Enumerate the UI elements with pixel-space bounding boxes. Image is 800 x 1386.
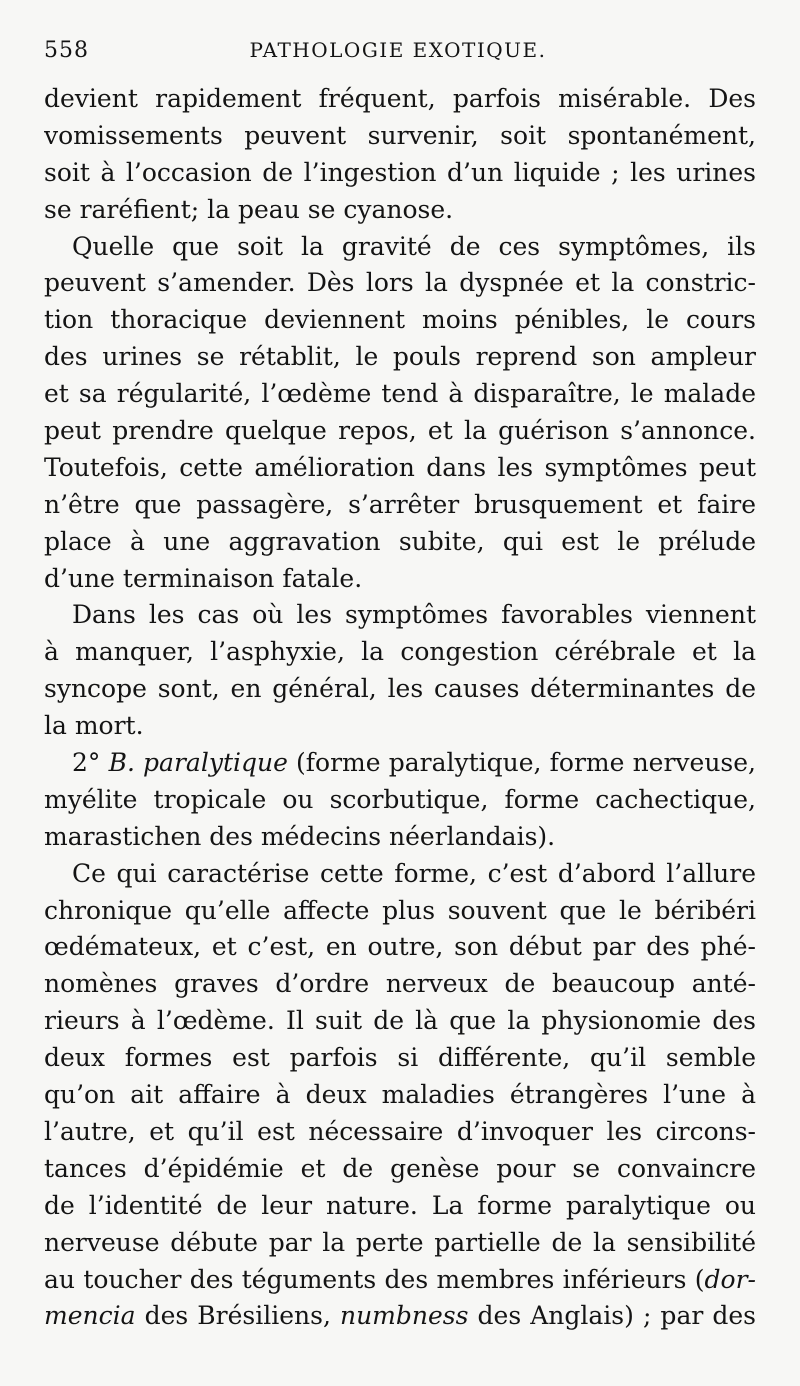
text-line: peuvent s’amender. Dès lors la dyspnée et la constric-: [44, 268, 756, 298]
text-line: Quelle que soit la gravité de ces symptômes, ils: [72, 231, 756, 261]
text-line: marastichen des médecins néerlandais).: [44, 821, 556, 851]
section-description: (forme paralytique, forme nerveuse,: [287, 748, 756, 778]
text-line: œdémateux, et c’est, en outre, son début par des phé-: [44, 932, 756, 962]
section-number: 2°: [72, 748, 109, 778]
text-line: place à une aggravation subite, qui est le prélude: [44, 526, 756, 556]
italic-term: dor-: [704, 1264, 756, 1294]
section-title-italic: B. paralytique: [108, 748, 288, 778]
text-line: qu’on ait affaire à deux maladies étrangères l’une à: [44, 1080, 756, 1110]
text-line: Ce qui caractérise cette forme, c’est d’abord l’allure: [72, 858, 756, 888]
text-line: n’être que passagère, s’arrêter brusquement et faire: [44, 489, 756, 519]
text-run: des Anglais) ; par des: [468, 1301, 756, 1331]
text-line: des urines se rétablit, le pouls reprend son ampleur: [44, 342, 756, 372]
italic-term: numbness: [339, 1301, 469, 1331]
text-line: vomissements peuvent survenir, soit spontanément,: [44, 120, 756, 150]
page-header: [44, 38, 752, 68]
text-line: d’une terminaison fatale.: [44, 563, 363, 593]
text-line-mixed: [44, 1262, 756, 1299]
page-number: 558: [44, 38, 89, 63]
text-line: nomènes graves d’ordre nerveux de beaucoup anté-: [44, 969, 756, 999]
body-text: [44, 81, 756, 1335]
text-line: soit à l’occasion de l’ingestion d’un liquide ; les urines: [44, 157, 756, 187]
text-line: la mort.: [44, 711, 144, 741]
text-line-mixed: [44, 1298, 756, 1335]
text-line: Dans les cas où les symptômes favorables viennent: [72, 600, 756, 630]
text-run: au toucher des téguments des membres inférieurs (: [44, 1264, 705, 1294]
text-line: l’autre, et qu’il est nécessaire d’invoquer les circons-: [44, 1116, 756, 1146]
text-line: myélite tropicale ou scorbutique, forme cachectique,: [44, 784, 756, 814]
text-line: rieurs à l’œdème. Il suit de là que la physionomie des: [44, 1006, 756, 1036]
text-line: se raréfient; la peau se cyanose.: [44, 194, 454, 224]
text-line: Toutefois, cette amélioration dans les symptômes peut: [44, 452, 756, 482]
text-line: de l’identité de leur nature. La forme paralytique ou: [44, 1190, 756, 1220]
text-line: devient rapidement fréquent, parfois misérable. Des: [44, 84, 756, 113]
text-line-section-heading: [44, 745, 756, 782]
text-line: syncope sont, en général, les causes déterminantes de: [44, 674, 756, 704]
text-line: tances d’épidémie et de genèse pour se convaincre: [44, 1153, 756, 1183]
text-line: deux formes est parfois si différente, qu’il semble: [44, 1043, 756, 1073]
text-line: à manquer, l’asphyxie, la congestion cérébrale et la: [44, 637, 756, 667]
running-title: PATHOLOGIE EXOTIQUE.: [249, 38, 547, 62]
italic-term: mencia: [44, 1301, 136, 1331]
text-line: chronique qu’elle affecte plus souvent que le béribéri: [44, 895, 756, 925]
text-line: tion thoracique deviennent moins pénibles, le cours: [44, 305, 756, 335]
text-run: des Brésiliens,: [135, 1301, 340, 1331]
text-line: nerveuse débute par la perte partielle de la sensibilité: [44, 1227, 756, 1257]
text-line: et sa régularité, l’œdème tend à disparaître, le malade: [44, 379, 756, 409]
text-line: peut prendre quelque repos, et la guérison s’annonce.: [44, 416, 756, 446]
